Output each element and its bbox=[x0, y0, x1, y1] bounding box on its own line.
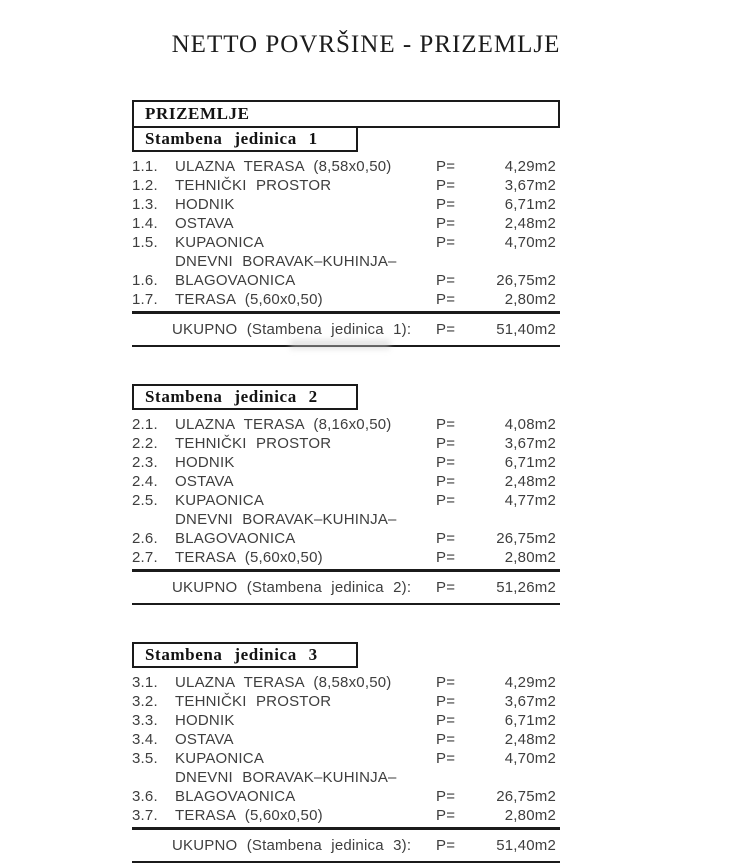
row-label-line: KUPAONICA bbox=[175, 492, 265, 509]
table-row bbox=[132, 768, 560, 806]
row-p-symbol: P= bbox=[436, 693, 456, 710]
row-p-symbol: P= bbox=[436, 473, 456, 490]
row-value: 3,67m2 bbox=[504, 693, 556, 710]
table-row bbox=[132, 491, 560, 510]
unit-total-block bbox=[132, 569, 560, 605]
table-row bbox=[132, 157, 560, 176]
row-value: 2,80m2 bbox=[504, 549, 556, 566]
row-number: 3.3. bbox=[132, 712, 158, 729]
total-p-symbol: P= bbox=[436, 321, 456, 338]
row-p-symbol: P= bbox=[436, 750, 456, 767]
row-p-symbol: P= bbox=[436, 492, 456, 509]
unit-header-box bbox=[132, 384, 358, 410]
row-label-line: TERASA (5,60x0,50) bbox=[175, 807, 323, 824]
row-label bbox=[175, 472, 436, 491]
row-label bbox=[175, 157, 436, 176]
table-row bbox=[132, 453, 560, 472]
row-number: 1.3. bbox=[132, 196, 158, 213]
row-number: 3.6. bbox=[132, 788, 158, 805]
row-label-line: BLAGOVAONICA bbox=[175, 530, 296, 547]
table-row bbox=[132, 434, 560, 453]
table-row bbox=[132, 176, 560, 195]
row-label bbox=[175, 692, 436, 711]
row-value: 4,70m2 bbox=[504, 234, 556, 251]
row-p-symbol: P= bbox=[436, 712, 456, 729]
row-number: 1.5. bbox=[132, 234, 158, 251]
row-label-line: DNEVNI BORAVAK–KUHINJA– bbox=[175, 769, 397, 786]
total-label: UKUPNO (Stambena jedinica 1): bbox=[172, 321, 412, 338]
total-value: 51,26m2 bbox=[496, 579, 556, 596]
row-value: 26,75m2 bbox=[496, 272, 556, 289]
unit-total-block bbox=[132, 827, 560, 863]
row-label bbox=[175, 195, 436, 214]
unit-name-label: Stambena jedinica 3 bbox=[145, 645, 318, 664]
row-number: 1.2. bbox=[132, 177, 158, 194]
unit-total-row bbox=[132, 836, 560, 855]
unit-name-label: Stambena jedinica 2 bbox=[145, 387, 318, 406]
row-number: 3.7. bbox=[132, 807, 158, 824]
row-p-symbol: P= bbox=[436, 215, 456, 232]
row-label bbox=[175, 491, 436, 510]
row-label bbox=[175, 806, 436, 825]
table-row bbox=[132, 711, 560, 730]
row-p-symbol: P= bbox=[436, 158, 456, 175]
unit-header-box bbox=[132, 642, 358, 668]
row-value: 4,70m2 bbox=[504, 750, 556, 767]
row-label-line: BLAGOVAONICA bbox=[175, 788, 296, 805]
row-value: 4,29m2 bbox=[504, 674, 556, 691]
row-label bbox=[175, 214, 436, 233]
table-row bbox=[132, 730, 560, 749]
unit-rows bbox=[132, 410, 560, 567]
total-label: UKUPNO (Stambena jedinica 2): bbox=[172, 579, 412, 596]
row-value: 6,71m2 bbox=[504, 454, 556, 471]
unit-total-row bbox=[132, 320, 560, 339]
row-label-line: TERASA (5,60x0,50) bbox=[175, 549, 323, 566]
unit-total-row bbox=[132, 578, 560, 597]
row-value: 4,29m2 bbox=[504, 158, 556, 175]
row-label bbox=[175, 510, 436, 548]
row-label-line: HODNIK bbox=[175, 454, 235, 471]
row-p-symbol: P= bbox=[436, 234, 456, 251]
row-label bbox=[175, 233, 436, 252]
row-label bbox=[175, 176, 436, 195]
table-row bbox=[132, 692, 560, 711]
row-value: 3,67m2 bbox=[504, 177, 556, 194]
row-value: 26,75m2 bbox=[496, 530, 556, 547]
row-label-line: TEHNIČKI PROSTOR bbox=[175, 693, 332, 710]
row-number: 2.1. bbox=[132, 416, 158, 433]
unit-header-box bbox=[132, 126, 358, 152]
row-value: 2,80m2 bbox=[504, 807, 556, 824]
row-label-line: OSTAVA bbox=[175, 731, 234, 748]
row-p-symbol: P= bbox=[436, 291, 456, 308]
row-label-line: OSTAVA bbox=[175, 473, 234, 490]
row-label bbox=[175, 415, 436, 434]
row-value: 2,80m2 bbox=[504, 291, 556, 308]
row-label-line: HODNIK bbox=[175, 196, 235, 213]
unit-name-label: Stambena jedinica 1 bbox=[145, 129, 318, 148]
row-number: 1.1. bbox=[132, 158, 158, 175]
table-row bbox=[132, 548, 560, 567]
unit-rows bbox=[132, 152, 560, 309]
row-label-line: TERASA (5,60x0,50) bbox=[175, 291, 323, 308]
row-number: 3.2. bbox=[132, 693, 158, 710]
row-number: 2.6. bbox=[132, 530, 158, 547]
row-p-symbol: P= bbox=[436, 435, 456, 452]
table-row bbox=[132, 806, 560, 825]
row-number: 1.7. bbox=[132, 291, 158, 308]
table-row bbox=[132, 290, 560, 309]
total-p-symbol: P= bbox=[436, 579, 456, 596]
row-p-symbol: P= bbox=[436, 272, 456, 289]
row-value: 2,48m2 bbox=[504, 731, 556, 748]
row-value: 6,71m2 bbox=[504, 712, 556, 729]
net-areas-table bbox=[132, 100, 560, 863]
row-p-symbol: P= bbox=[436, 530, 456, 547]
total-p-symbol: P= bbox=[436, 837, 456, 854]
row-p-symbol: P= bbox=[436, 674, 456, 691]
row-value: 4,77m2 bbox=[504, 492, 556, 509]
row-label-line: ULAZNA TERASA (8,58x0,50) bbox=[175, 158, 392, 175]
row-label-line: TEHNIČKI PROSTOR bbox=[175, 435, 332, 452]
row-p-symbol: P= bbox=[436, 731, 456, 748]
row-value: 2,48m2 bbox=[504, 215, 556, 232]
row-number: 3.5. bbox=[132, 750, 158, 767]
row-p-symbol: P= bbox=[436, 807, 456, 824]
unit-total-block bbox=[132, 311, 560, 347]
row-number: 2.4. bbox=[132, 473, 158, 490]
table-row bbox=[132, 233, 560, 252]
row-label bbox=[175, 768, 436, 806]
row-label-line: BLAGOVAONICA bbox=[175, 272, 296, 289]
row-label-line: OSTAVA bbox=[175, 215, 234, 232]
row-value: 6,71m2 bbox=[504, 196, 556, 213]
row-number: 1.4. bbox=[132, 215, 158, 232]
table-row bbox=[132, 673, 560, 692]
row-value: 3,67m2 bbox=[504, 435, 556, 452]
table-row bbox=[132, 472, 560, 491]
row-number: 2.7. bbox=[132, 549, 158, 566]
row-value: 2,48m2 bbox=[504, 473, 556, 490]
row-number: 2.2. bbox=[132, 435, 158, 452]
row-number: 3.1. bbox=[132, 674, 158, 691]
row-label-line: ULAZNA TERASA (8,16x0,50) bbox=[175, 416, 392, 433]
row-label bbox=[175, 548, 436, 567]
row-p-symbol: P= bbox=[436, 549, 456, 566]
unit-rows bbox=[132, 668, 560, 825]
row-label bbox=[175, 252, 436, 290]
row-label bbox=[175, 749, 436, 768]
row-number: 2.3. bbox=[132, 454, 158, 471]
row-label bbox=[175, 673, 436, 692]
row-value: 4,08m2 bbox=[504, 416, 556, 433]
unit-section bbox=[132, 384, 560, 605]
units-container bbox=[132, 126, 560, 863]
total-value: 51,40m2 bbox=[496, 321, 556, 338]
table-row bbox=[132, 749, 560, 768]
row-label-line: ULAZNA TERASA (8,58x0,50) bbox=[175, 674, 392, 691]
row-p-symbol: P= bbox=[436, 177, 456, 194]
row-label-line: HODNIK bbox=[175, 712, 235, 729]
table-row bbox=[132, 415, 560, 434]
row-value: 26,75m2 bbox=[496, 788, 556, 805]
table-row bbox=[132, 195, 560, 214]
unit-section bbox=[132, 642, 560, 863]
row-number: 3.4. bbox=[132, 731, 158, 748]
row-label-line: DNEVNI BORAVAK–KUHINJA– bbox=[175, 511, 397, 528]
table-row bbox=[132, 214, 560, 233]
row-label bbox=[175, 730, 436, 749]
row-label-line: DNEVNI BORAVAK–KUHINJA– bbox=[175, 253, 397, 270]
table-row bbox=[132, 252, 560, 290]
unit-section bbox=[132, 126, 560, 347]
page-title: NETTO POVRŠINE - PRIZEMLJE bbox=[171, 31, 561, 58]
row-p-symbol: P= bbox=[436, 196, 456, 213]
row-number: 2.5. bbox=[132, 492, 158, 509]
row-number: 1.6. bbox=[132, 272, 158, 289]
row-p-symbol: P= bbox=[436, 416, 456, 433]
row-label-line: TEHNIČKI PROSTOR bbox=[175, 177, 332, 194]
total-label: UKUPNO (Stambena jedinica 3): bbox=[172, 837, 412, 854]
row-label bbox=[175, 453, 436, 472]
row-p-symbol: P= bbox=[436, 788, 456, 805]
row-p-symbol: P= bbox=[436, 454, 456, 471]
floor-header-label: PRIZEMLJE bbox=[145, 104, 250, 123]
table-row bbox=[132, 510, 560, 548]
row-label bbox=[175, 434, 436, 453]
row-label bbox=[175, 290, 436, 309]
floor-header-box bbox=[132, 100, 560, 128]
row-label bbox=[175, 711, 436, 730]
row-label-line: KUPAONICA bbox=[175, 234, 265, 251]
total-value: 51,40m2 bbox=[496, 837, 556, 854]
row-label-line: KUPAONICA bbox=[175, 750, 265, 767]
